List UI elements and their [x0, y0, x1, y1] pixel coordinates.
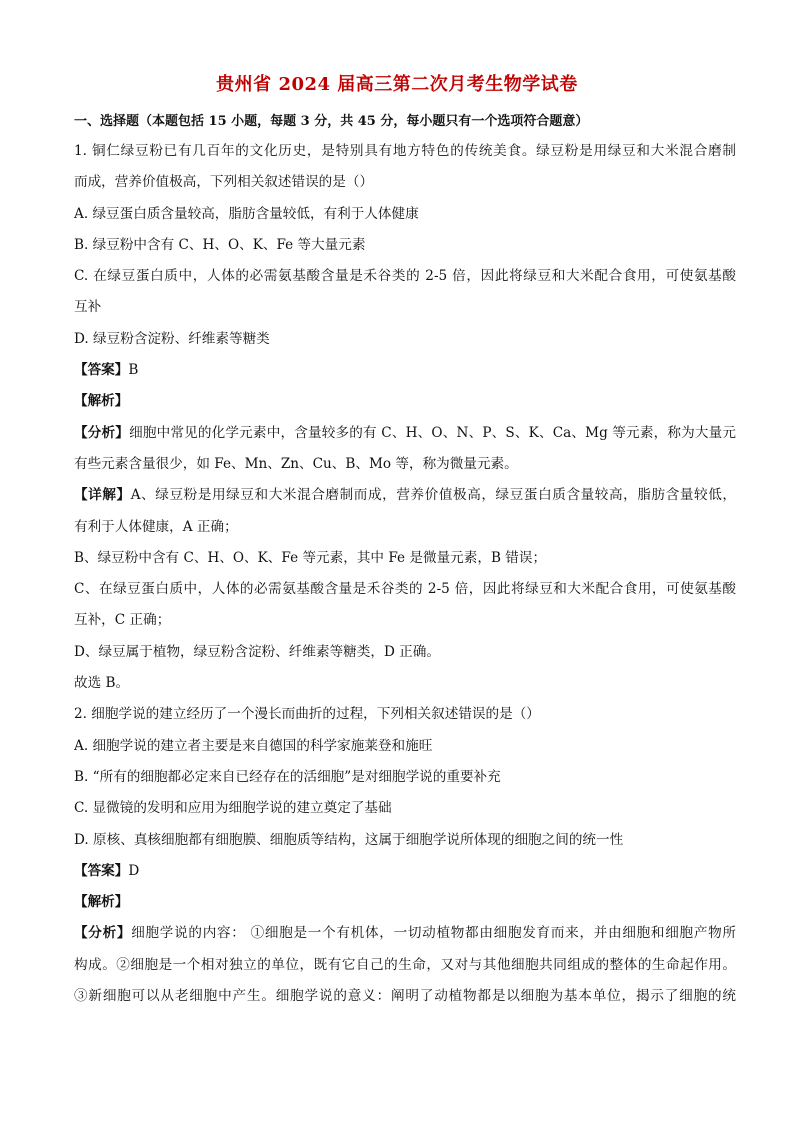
- section-heading: 一、选择题（本题包括 15 小题，每题 3 分，共 45 分，每小题只有一个选项符合题意）: [74, 114, 589, 129]
- q1-option-c-line-1: C. 在绿豆蛋白质中，人体的必需氨基酸含量是禾谷类的 2-5 倍，因此将绿豆和大米配合食用，可使氨基酸: [74, 268, 736, 285]
- q1-detail-line-3: B、绿豆粉中含有 C、H、O、K、Fe 等元素，其中 Fe 是微量元素，B 错误；: [74, 549, 547, 566]
- q1-fenxi-line-2: 有些元素含量很少，如 Fe、Mn、Zn、Cu、B、Mo 等，称为微量元素。: [74, 455, 518, 472]
- q2-fenxi-line-2: 构成。②细胞是一个相对独立的单位，既有它自己的生命，又对与其他细胞共同组成的整体的生命起作用。: [74, 956, 736, 973]
- answer-value: D: [128, 862, 140, 879]
- answer-tag: 【答案】: [74, 862, 129, 879]
- q1-option-d: D. 绿豆粉含淀粉、纤维素等糖类: [74, 330, 270, 347]
- fenxi-tag: 【分析】: [74, 925, 132, 942]
- q1-detail-line-2: 有利于人体健康，A 正确；: [74, 518, 238, 535]
- q1-option-b: B. 绿豆粉中含有 C、H、O、K、Fe 等大量元素: [74, 236, 366, 253]
- q2-option-c: C. 显微镜的发明和应用为细胞学说的建立奠定了基础: [74, 800, 392, 817]
- q1-fenxi-line-1: [74, 418, 736, 449]
- q2-fenxi-line-3: ③新细胞可以从老细胞中产生。细胞学说的意义：阐明了动植物都是以细胞为基本单位，揭示了细胞的统: [74, 988, 736, 1005]
- fenxi-tag: 【分析】: [74, 424, 130, 441]
- q1-analysis-tag: 【解析】: [74, 393, 129, 410]
- page-title: 贵州省 2024 届高三第二次月考生物学试卷: [216, 74, 578, 95]
- q1-detail-line-1: [74, 480, 736, 511]
- q1-answer: [74, 355, 736, 386]
- q1-stem-line-1: 1. 铜仁绿豆粉已有几百年的文化历史，是特别具有地方特色的传统美食。绿豆粉是用绿豆和大米混合磨制: [74, 143, 736, 159]
- q2-option-a: A. 细胞学说的建立者主要是来自德国的科学家施莱登和施旺: [74, 737, 433, 754]
- q2-stem: 2. 细胞学说的建立经历了一个漫长而曲折的过程，下列相关叙述错误的是（）: [74, 706, 540, 723]
- q2-fenxi-line-1: [74, 918, 736, 949]
- exam-body: [74, 136, 736, 1012]
- q2-answer: [74, 856, 736, 887]
- fenxi-text: 细胞学说的内容： ①细胞是一个有机体，一切动植物都由细胞发育而来，并由细胞和细胞产物所: [131, 925, 736, 942]
- answer-tag: 【答案】: [74, 362, 129, 379]
- q1-option-c-line-2: 互补: [74, 299, 102, 316]
- q1-stem-line-2: 而成，营养价值极高，下列相关叙述错误的是（）: [74, 174, 374, 191]
- q1-detail-line-4: C、在绿豆蛋白质中，人体的必需氨基酸含量是禾谷类的 2-5 倍，因此将绿豆和大米配合食用，可使氨基酸: [74, 581, 736, 598]
- q2-option-b: B. “所有的细胞都必定来自已经存在的活细胞”是对细胞学说的重要补充: [74, 768, 501, 785]
- q2-option-d: D. 原核、真核细胞都有细胞膜、细胞质等结构，这属于细胞学说所体现的细胞之间的统一性: [74, 831, 624, 848]
- q1-conclusion: 故选 B。: [74, 675, 130, 692]
- q1-option-a: A. 绿豆蛋白质含量较高，脂肪含量较低，有利于人体健康: [74, 205, 419, 222]
- answer-value: B: [128, 362, 139, 379]
- q2-analysis-tag: 【解析】: [74, 894, 129, 911]
- detail-text: A、绿豆粉是用绿豆和大米混合磨制而成，营养价值极高，绿豆蛋白质含量较高，脂肪含量较低，: [130, 487, 736, 504]
- q1-detail-line-6: D、绿豆属于植物，绿豆粉含淀粉、纤维素等糖类，D 正确。: [74, 643, 440, 660]
- fenxi-text: 细胞中常见的化学元素中，含量较多的有 C、H、O、N、P、S、K、Ca、Mg 等元素，称为大量元: [129, 424, 736, 441]
- q1-detail-line-5: 互补，C 正确；: [74, 612, 171, 629]
- detail-tag: 【详解】: [74, 487, 131, 504]
